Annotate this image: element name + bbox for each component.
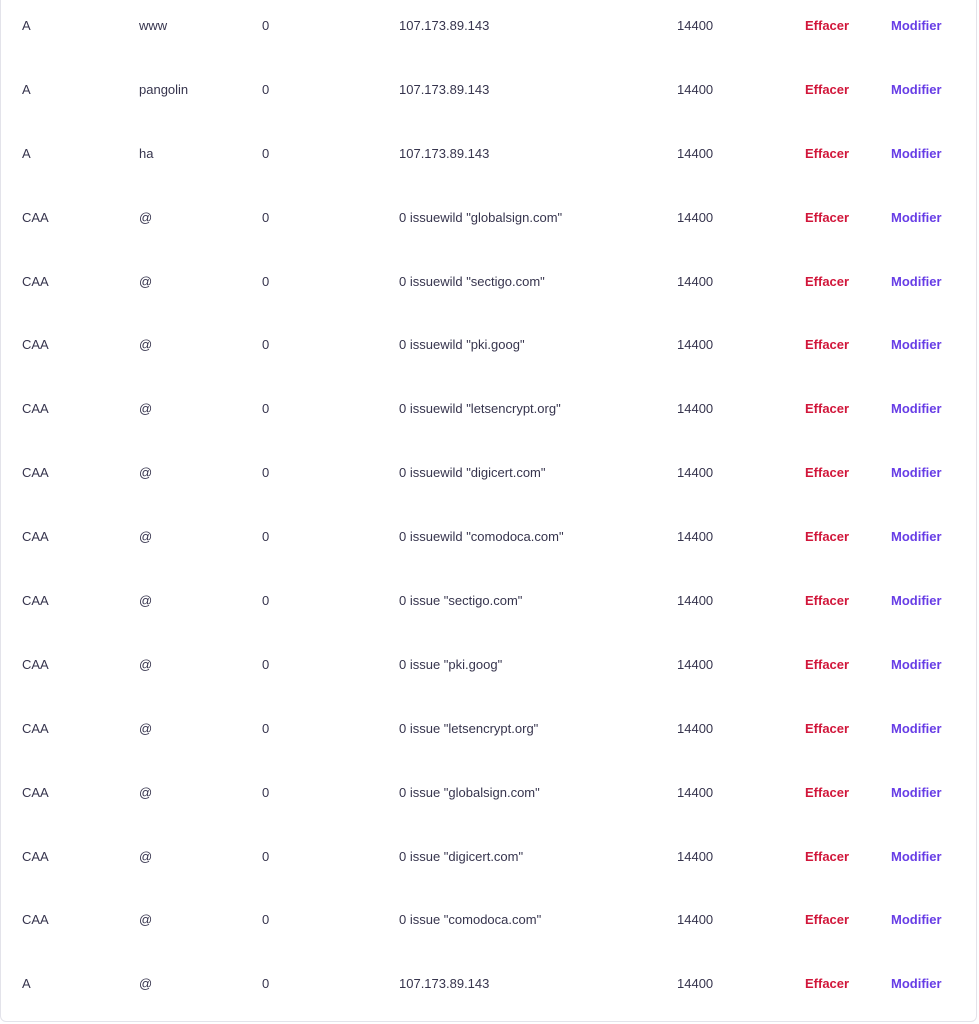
dns-records-list xyxy=(1,2,977,1022)
record-content: 0 issuewild "pki.goog" xyxy=(399,337,525,353)
delete-button[interactable]: Effacer xyxy=(805,401,850,417)
table-row xyxy=(1,641,977,705)
record-name: @ xyxy=(139,784,153,800)
record-type: CAA xyxy=(22,848,49,864)
record-priority: 0 xyxy=(262,720,270,736)
edit-button[interactable]: Modifier xyxy=(891,976,942,992)
delete-button[interactable]: Effacer xyxy=(805,656,850,672)
record-priority: 0 xyxy=(262,656,270,672)
record-name: www xyxy=(139,18,168,33)
record-priority: 0 xyxy=(262,273,270,289)
edit-button[interactable]: Modifier xyxy=(891,720,942,736)
delete-button[interactable]: Effacer xyxy=(805,912,850,928)
record-ttl: 14400 xyxy=(677,656,714,672)
delete-button[interactable]: Effacer xyxy=(805,81,850,97)
delete-button[interactable]: Effacer xyxy=(805,976,850,992)
record-ttl: 14400 xyxy=(677,720,714,736)
record-ttl: 14400 xyxy=(677,145,714,161)
edit-button[interactable]: Modifier xyxy=(891,337,942,353)
record-priority: 0 xyxy=(262,81,270,97)
record-ttl: 14400 xyxy=(677,848,714,864)
record-type: A xyxy=(22,81,31,97)
delete-button[interactable]: Effacer xyxy=(805,209,850,225)
edit-button[interactable]: Modifier xyxy=(891,209,942,225)
record-ttl: 14400 xyxy=(677,81,714,97)
record-name: @ xyxy=(139,593,153,609)
edit-button[interactable]: Modifier xyxy=(891,81,942,97)
record-content: 0 issuewild "comodoca.com" xyxy=(399,529,564,545)
record-type: A xyxy=(22,145,31,161)
record-content: 107.173.89.143 xyxy=(399,145,490,161)
table-row xyxy=(1,896,977,960)
edit-button[interactable]: Modifier xyxy=(891,273,942,289)
delete-button[interactable]: Effacer xyxy=(805,465,850,481)
record-type: CAA xyxy=(22,912,49,928)
edit-button[interactable]: Modifier xyxy=(891,912,942,928)
table-row xyxy=(1,258,977,322)
record-content: 0 issue "pki.goog" xyxy=(399,656,503,672)
table-row xyxy=(1,833,977,897)
record-ttl: 14400 xyxy=(677,273,714,289)
record-ttl: 14400 xyxy=(677,337,714,353)
record-type: CAA xyxy=(22,656,49,672)
record-content: 0 issuewild "digicert.com" xyxy=(399,465,546,481)
table-row xyxy=(1,705,977,769)
record-type: CAA xyxy=(22,784,49,800)
record-content: 107.173.89.143 xyxy=(399,81,490,97)
record-ttl: 14400 xyxy=(677,465,714,481)
table-row xyxy=(1,769,977,833)
edit-button[interactable]: Modifier xyxy=(891,18,942,33)
record-type: CAA xyxy=(22,593,49,609)
record-name: @ xyxy=(139,209,153,225)
record-priority: 0 xyxy=(262,593,270,609)
record-type: CAA xyxy=(22,529,49,545)
record-content: 0 issue "digicert.com" xyxy=(399,848,524,864)
delete-button[interactable]: Effacer xyxy=(805,593,850,609)
record-content: 107.173.89.143 xyxy=(399,976,490,992)
record-content: 0 issuewild "letsencrypt.org" xyxy=(399,401,561,417)
record-name: @ xyxy=(139,720,153,736)
delete-button[interactable]: Effacer xyxy=(805,784,850,800)
edit-button[interactable]: Modifier xyxy=(891,465,942,481)
record-name: @ xyxy=(139,273,153,289)
edit-button[interactable]: Modifier xyxy=(891,784,942,800)
record-name: ha xyxy=(139,145,154,161)
record-type: CAA xyxy=(22,337,49,353)
record-content: 0 issue "globalsign.com" xyxy=(399,784,540,800)
record-priority: 0 xyxy=(262,465,270,481)
record-name: @ xyxy=(139,656,153,672)
record-content: 107.173.89.143 xyxy=(399,18,490,33)
delete-button[interactable]: Effacer xyxy=(805,848,850,864)
record-content: 0 issue "sectigo.com" xyxy=(399,593,523,609)
record-content: 0 issuewild "globalsign.com" xyxy=(399,209,563,225)
table-row xyxy=(1,130,977,194)
table-row xyxy=(1,321,977,385)
record-priority: 0 xyxy=(262,18,270,33)
record-content: 0 issue "letsencrypt.org" xyxy=(399,720,539,736)
record-ttl: 14400 xyxy=(677,529,714,545)
table-row xyxy=(1,449,977,513)
record-name: @ xyxy=(139,912,153,928)
record-priority: 0 xyxy=(262,912,270,928)
edit-button[interactable]: Modifier xyxy=(891,593,942,609)
record-ttl: 14400 xyxy=(677,912,714,928)
record-ttl: 14400 xyxy=(677,976,714,992)
edit-button[interactable]: Modifier xyxy=(891,656,942,672)
record-priority: 0 xyxy=(262,976,270,992)
delete-button[interactable]: Effacer xyxy=(805,273,850,289)
record-ttl: 14400 xyxy=(677,593,714,609)
record-name: @ xyxy=(139,465,153,481)
record-priority: 0 xyxy=(262,337,270,353)
table-row xyxy=(1,513,977,577)
edit-button[interactable]: Modifier xyxy=(891,529,942,545)
record-ttl: 14400 xyxy=(677,18,714,33)
record-type: CAA xyxy=(22,273,49,289)
record-priority: 0 xyxy=(262,209,270,225)
table-row xyxy=(1,66,977,130)
delete-button[interactable]: Effacer xyxy=(805,337,850,353)
edit-button[interactable]: Modifier xyxy=(891,848,942,864)
delete-button[interactable]: Effacer xyxy=(805,18,850,33)
table-row xyxy=(1,577,977,641)
record-type: CAA xyxy=(22,720,49,736)
record-type: A xyxy=(22,18,31,33)
edit-button[interactable]: Modifier xyxy=(891,401,942,417)
edit-button[interactable]: Modifier xyxy=(891,145,942,161)
record-ttl: 14400 xyxy=(677,401,714,417)
record-name: @ xyxy=(139,976,153,992)
record-name: @ xyxy=(139,848,153,864)
record-priority: 0 xyxy=(262,848,270,864)
record-type: A xyxy=(22,976,31,992)
delete-button[interactable]: Effacer xyxy=(805,720,850,736)
record-name: @ xyxy=(139,337,153,353)
table-row xyxy=(1,194,977,258)
record-type: CAA xyxy=(22,209,49,225)
record-name: @ xyxy=(139,529,153,545)
table-row xyxy=(1,385,977,449)
record-priority: 0 xyxy=(262,784,270,800)
record-priority: 0 xyxy=(262,529,270,545)
table-row xyxy=(1,960,977,1022)
record-priority: 0 xyxy=(262,145,270,161)
record-type: CAA xyxy=(22,401,49,417)
record-name: @ xyxy=(139,401,153,417)
record-content: 0 issuewild "sectigo.com" xyxy=(399,273,545,289)
record-name: pangolin xyxy=(139,81,189,97)
record-ttl: 14400 xyxy=(677,784,714,800)
delete-button[interactable]: Effacer xyxy=(805,145,850,161)
table-row xyxy=(1,2,977,66)
record-content: 0 issue "comodoca.com" xyxy=(399,912,542,928)
record-priority: 0 xyxy=(262,401,270,417)
delete-button[interactable]: Effacer xyxy=(805,529,850,545)
record-type: CAA xyxy=(22,465,49,481)
record-ttl: 14400 xyxy=(677,209,714,225)
